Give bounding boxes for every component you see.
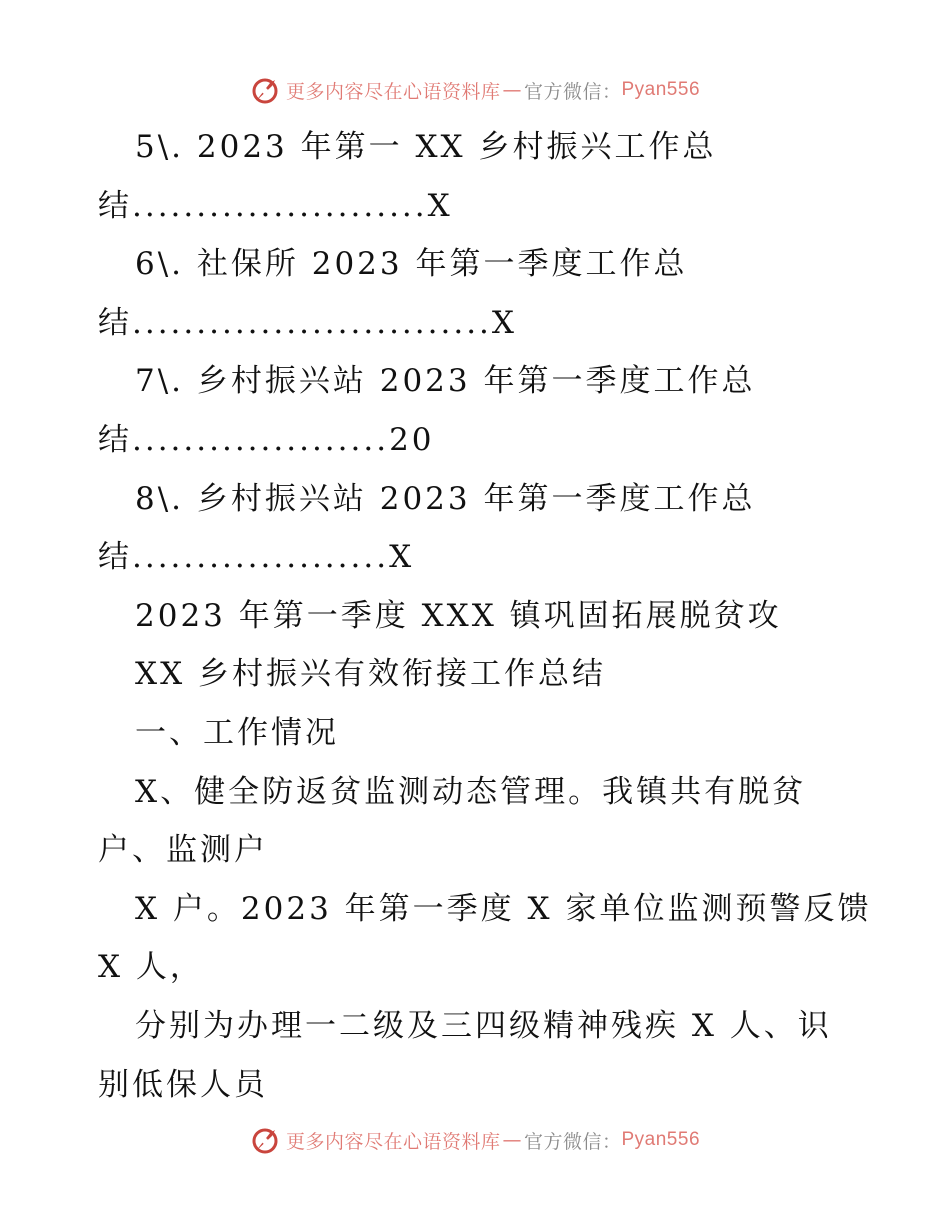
document-title-line-1: 2023 年第一季度 XXX 镇巩固拓展脱贫攻 <box>135 597 782 634</box>
watermark-handle: Pyan556 <box>621 1129 701 1150</box>
watermark-brand: 更多内容尽在心语资料库 <box>285 1130 501 1153</box>
toc-entry-7-leader: 结....................20 <box>98 421 435 458</box>
toc-entry-8-title: 8\. 乡村振兴站 2023 年第一季度工作总 <box>135 480 756 517</box>
paragraph-line: 户、监测户 <box>98 832 268 869</box>
quill-logo-icon <box>250 1125 280 1155</box>
paragraph-line: X 户。2023 年第一季度 X 家单位监测预警反馈 <box>135 890 872 927</box>
toc-entry-8-leader: 结....................X <box>98 539 415 576</box>
toc-entry-6-title: 6\. 社保所 2023 年第一季度工作总 <box>135 246 688 283</box>
watermark-official-label: 官方微信： <box>523 1130 622 1153</box>
paragraph-line: X、健全防返贫监测动态管理。我镇共有脱贫 <box>135 773 807 810</box>
document-title-line-2: XX 乡村振兴有效衔接工作总结 <box>135 656 606 693</box>
paragraph-line: 别低保人员 <box>98 1066 268 1103</box>
watermark-separator: — <box>502 79 522 101</box>
section-heading: 一、工作情况 <box>135 714 339 751</box>
toc-entry-6-leader: 结............................X <box>98 304 517 341</box>
quill-logo-icon <box>250 75 280 105</box>
watermark-separator: — <box>502 1129 522 1151</box>
toc-entry-5-leader: 结.......................X <box>98 187 453 224</box>
paragraph-line: 分别为办理一二级及三四级精神残疾 X 人、识 <box>135 1007 832 1044</box>
watermark-handle: Pyan556 <box>621 79 701 100</box>
document-body <box>0 118 950 1114</box>
header-watermark <box>0 70 950 110</box>
footer-watermark <box>0 1120 950 1160</box>
watermark-official-label: 官方微信： <box>523 80 622 103</box>
toc-entry-5-title: 5\. 2023 年第一 XX 乡村振兴工作总 <box>135 129 717 165</box>
watermark-brand: 更多内容尽在心语资料库 <box>285 80 501 103</box>
paragraph-line: X 人， <box>98 949 204 986</box>
toc-entry-7-title: 7\. 乡村振兴站 2023 年第一季度工作总 <box>135 363 756 400</box>
